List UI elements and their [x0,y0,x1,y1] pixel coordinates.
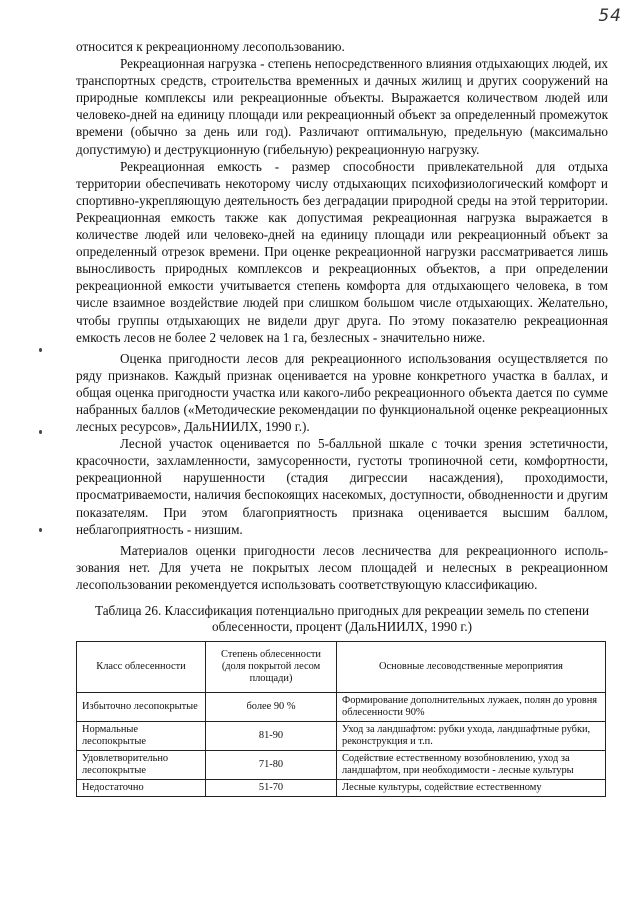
document-body [76,38,608,797]
paragraph-recreational-capacity: Рекреационная емкость - размер способности привлекательной для отдыха территории обеспечивать некоторому числу отдыхающих психофизиологический комфорт и спортивно-укрепляющую деятельность без деградации природной среды на этой территории. Рекреационная емкость также как допустимая рекреационная нагрузка выражается в количестве людей или человеко-дней на единицу площади или рекреационный объект за определенный отрезок времени. При оценке рекреационной нагрузки рассматривается лишь выносливость природных комплексов и рекреационных объектов, а при определении рекреационной емкости учитывается степень комфорта для отдыхающего человека, в том числе взаимное воздействие людей при слишком большом числе отдыхающих. Желательно, чтобы группы отдыхающих не видели друг друга. По этому показателю рекреационная емкость лесов не более 2 человек на 1 га, безлесных - значительно ниже. [76,158,608,345]
header-degree: Степень облесенности (доля покрытой лесом площади) [206,642,337,693]
header-class: Класс облесенности [77,642,206,693]
cell-degree: более 90 % [206,693,337,722]
header-measures: Основные лесоводственные мероприятия [337,642,606,693]
cell-class: Нормальные лесопокрытые [77,722,206,751]
page-number: 54 [598,6,622,26]
cell-measures: Содействие естественному возобновлению, уход за ландшафтом, при необходимости - лесные культуры [337,751,606,780]
margin-mark [39,348,42,352]
cell-degree: 71-80 [206,751,337,780]
margin-mark [39,430,42,434]
table-caption: Таблица 26. Классификация потенциально пригодных для рекреации земель по степени облесенности, процент (ДальНИИЛХ, 1990 г.) [94,603,590,634]
paragraph-suitability-assessment: Оценка пригодности лесов для рекреационного использования осуществляется по ряду признаков. Каждый признак оценивается на уровне конкретного участка в баллах, и общая оценка пригодности участка или какого-либо рекреационного объекта дается по сумме набранных баллов («Методические рекомендации по функциональной оценке рекреационных лесных ресурсов», ДальНИИЛХ, 1990 г.). [76,350,608,435]
table-row [77,693,606,722]
cell-measures: Формирование дополнительных лужаек, полян до уровня облесенности 90% [337,693,606,722]
paragraph-recreational-load: Рекреационная нагрузка - степень непосредственного влияния отдыхающих людей, их транспортных средств, строительства временных и дачных жилищ и других сооружений на природные комплексы или рекреационные объекты. Выражается количеством людей или человеко-дней на единицу площади или рекреационный объект за определенный промежуток времени (обычно за день или год). Различают оптимальную, предельную (максимально допустимую) и деструкционную (гибельную) рекреационную нагрузку. [76,56,608,157]
table-row [77,780,606,797]
cell-class: Избыточно лесопокрытые [77,693,206,722]
margin-mark [39,528,42,532]
cell-degree: 81-90 [206,722,337,751]
cell-degree: 51-70 [206,780,337,797]
paragraph-materials: Материалов оценки пригодности лесов лесничества для рекреационного исполь-зования нет. Для учета не покрытых лесом площадей и нелесных в рекреационном лесопользовании рекомендуется использовать соответствующую классификацию. [76,542,608,592]
cell-class: Удовлетворительно лесопокрытые [77,751,206,780]
table-row [77,751,606,780]
paragraph-five-point-scale: Лесной участок оценивается по 5-балльной шкале с точки зрения эстетичности, красочности, захламленности, замусоренности, густоты тропиночной сети, комфортности, рекреационной нарушенности (стадия дигрессии насаждения), проходимости, просматриваемости, наличия беспокоящих насекомых, доступности, обводненности и другим показателям. При этом благоприятность признака оценивается высшим баллом, неблагоприятность - низшим. [76,436,608,537]
paragraph-0: относится к рекреационному лесопользованию. [76,39,345,54]
cell-class: Недостаточно [77,780,206,797]
cell-measures: Лесные культуры, содействие естественному [337,780,606,797]
cell-measures: Уход за ландшафтом: рубки ухода, ландшафтные рубки, реконструкция и т.п. [337,722,606,751]
table-row [77,722,606,751]
classification-table [76,641,606,797]
table-header-row [77,642,606,693]
